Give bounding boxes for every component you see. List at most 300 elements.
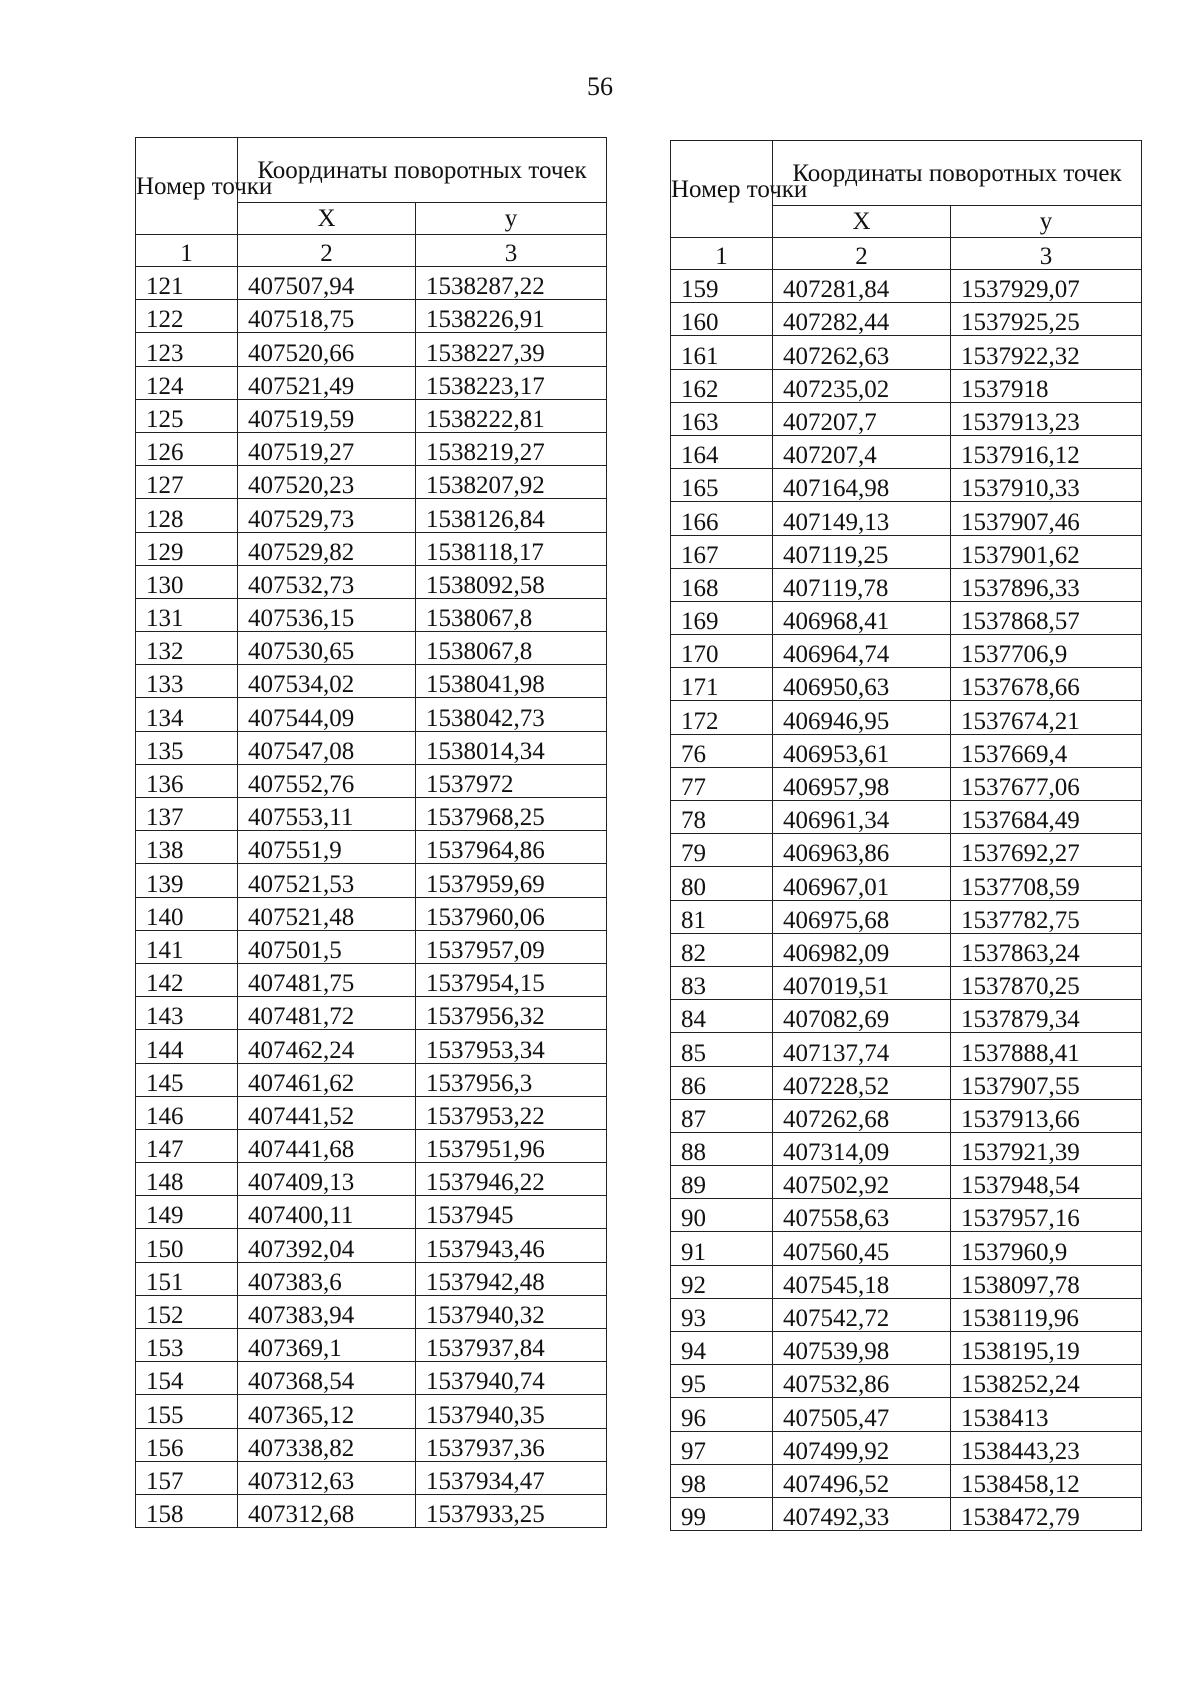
x-coordinate-cell: 407551,9 [238,831,416,864]
table-row [136,930,607,963]
y-coordinate-cell: 1537922,32 [951,336,1142,369]
y-coordinate-cell: 1538067,8 [416,598,607,631]
table-row [136,1295,607,1328]
table-row [671,303,1142,336]
point-number-cell: 80 [671,867,773,900]
point-number-cell: 172 [671,701,773,734]
point-number-cell: 121 [136,267,238,300]
point-number-cell: 98 [671,1464,773,1497]
y-coordinate-cell: 1537929,07 [951,270,1142,303]
x-coordinate-cell: 407492,33 [773,1497,951,1530]
point-number-cell: 81 [671,900,773,933]
table-row [671,336,1142,369]
x-coordinate-cell: 407262,68 [773,1099,951,1132]
point-number-cell: 160 [671,303,773,336]
point-number-cell: 124 [136,366,238,399]
y-coordinate-cell: 1537959,69 [416,864,607,897]
x-coordinate-cell: 407312,68 [238,1494,416,1527]
table-row [671,1166,1142,1199]
table-row [136,598,607,631]
table-row [136,897,607,930]
x-coordinate-cell: 407312,63 [238,1461,416,1494]
y-coordinate-cell: 1537916,12 [951,435,1142,468]
table-row [136,1395,607,1428]
y-coordinate-cell: 1537933,25 [416,1494,607,1527]
point-number-cell: 148 [136,1163,238,1196]
y-coordinate-cell: 1537957,09 [416,930,607,963]
y-coordinate-cell: 1538042,73 [416,698,607,731]
table-row [136,1262,607,1295]
x-coordinate-cell: 407501,5 [238,930,416,963]
x-coordinate-cell: 407392,04 [238,1229,416,1262]
x-coordinate-cell: 407262,63 [773,336,951,369]
y-coordinate-cell: 1537782,75 [951,900,1142,933]
header-y: y [416,203,607,235]
point-number-cell: 169 [671,601,773,634]
x-coordinate-cell: 407520,66 [238,333,416,366]
y-coordinate-cell: 1537677,06 [951,767,1142,800]
y-coordinate-cell: 1537684,49 [951,801,1142,834]
x-coordinate-cell: 407530,65 [238,632,416,665]
point-number-cell: 151 [136,1262,238,1295]
y-coordinate-cell: 1538287,22 [416,267,607,300]
point-number-cell: 131 [136,598,238,631]
point-number-cell: 76 [671,734,773,767]
y-coordinate-cell: 1538227,39 [416,333,607,366]
y-coordinate-cell: 1538222,81 [416,399,607,432]
x-coordinate-cell: 406946,95 [773,701,951,734]
table-row [671,1132,1142,1165]
table-row [671,601,1142,634]
point-number-cell: 134 [136,698,238,731]
x-coordinate-cell: 407235,02 [773,369,951,402]
point-number-cell: 136 [136,764,238,797]
y-coordinate-cell: 1537708,59 [951,867,1142,900]
point-number-cell: 142 [136,963,238,996]
x-coordinate-cell: 407019,51 [773,966,951,999]
y-coordinate-cell: 1538226,91 [416,300,607,333]
x-coordinate-cell: 407519,27 [238,432,416,465]
table-row [136,1030,607,1063]
point-number-cell: 164 [671,435,773,468]
x-coordinate-cell: 407502,92 [773,1166,951,1199]
header-point-number: Номер точки [136,138,238,235]
column-index-1: 1 [136,235,238,267]
point-number-cell: 96 [671,1398,773,1431]
x-coordinate-cell: 407368,54 [238,1362,416,1395]
point-number-cell: 150 [136,1229,238,1262]
y-coordinate-cell: 1537907,55 [951,1066,1142,1099]
table-row [671,635,1142,668]
column-index-3: 3 [951,238,1142,270]
y-coordinate-cell: 1538119,96 [951,1298,1142,1331]
point-number-cell: 93 [671,1298,773,1331]
x-coordinate-cell: 407119,25 [773,535,951,568]
table-row [671,867,1142,900]
point-number-cell: 89 [671,1166,773,1199]
point-number-cell: 152 [136,1295,238,1328]
table-row [671,933,1142,966]
table-row [671,1365,1142,1398]
x-coordinate-cell: 407552,76 [238,764,416,797]
table-row [136,1063,607,1096]
point-number-cell: 168 [671,568,773,601]
point-number-cell: 86 [671,1066,773,1099]
point-number-cell: 170 [671,635,773,668]
point-number-cell: 135 [136,731,238,764]
y-coordinate-cell: 1537953,22 [416,1096,607,1129]
y-coordinate-cell: 1537940,32 [416,1295,607,1328]
point-number-cell: 83 [671,966,773,999]
table-row [136,1461,607,1494]
header-coordinates: Координаты поворотных точек [773,141,1142,206]
table-row [136,997,607,1030]
y-coordinate-cell: 1537964,86 [416,831,607,864]
table-row [671,1265,1142,1298]
y-coordinate-cell: 1537913,23 [951,402,1142,435]
y-coordinate-cell: 1537954,15 [416,963,607,996]
table-row [136,532,607,565]
table-row [136,798,607,831]
table-row [136,1196,607,1229]
point-number-cell: 87 [671,1099,773,1132]
table-row [671,966,1142,999]
table-row [671,369,1142,402]
x-coordinate-cell: 407164,98 [773,469,951,502]
y-coordinate-cell: 1538126,84 [416,499,607,532]
y-coordinate-cell: 1537960,06 [416,897,607,930]
y-coordinate-cell: 1537957,16 [951,1199,1142,1232]
x-coordinate-cell: 406961,34 [773,801,951,834]
table-row [671,1398,1142,1431]
x-coordinate-cell: 406982,09 [773,933,951,966]
x-coordinate-cell: 406963,86 [773,834,951,867]
x-coordinate-cell: 407137,74 [773,1033,951,1066]
y-coordinate-cell: 1538014,34 [416,731,607,764]
x-coordinate-cell: 407338,82 [238,1428,416,1461]
y-coordinate-cell: 1538223,17 [416,366,607,399]
y-coordinate-cell: 1537968,25 [416,798,607,831]
table-row [136,764,607,797]
table-row [136,1362,607,1395]
x-coordinate-cell: 407532,73 [238,565,416,598]
y-coordinate-cell: 1538458,12 [951,1464,1142,1497]
x-coordinate-cell: 407560,45 [773,1232,951,1265]
table-row [671,435,1142,468]
x-coordinate-cell: 407481,72 [238,997,416,1030]
coordinates-table-right [670,140,1142,1531]
x-coordinate-cell: 407314,09 [773,1132,951,1165]
point-number-cell: 137 [136,798,238,831]
y-coordinate-cell: 1537870,25 [951,966,1142,999]
y-coordinate-cell: 1537960,9 [951,1232,1142,1265]
point-number-cell: 94 [671,1332,773,1365]
x-coordinate-cell: 407383,6 [238,1262,416,1295]
y-coordinate-cell: 1537951,96 [416,1129,607,1162]
coordinates-table-left [135,137,607,1528]
y-coordinate-cell: 1538067,8 [416,632,607,665]
column-index-3: 3 [416,235,607,267]
table-row [136,1229,607,1262]
table-row [136,1329,607,1362]
y-coordinate-cell: 1537934,47 [416,1461,607,1494]
page-number: 56 [587,72,613,101]
table-row [136,366,607,399]
point-number-cell: 139 [136,864,238,897]
table-row [136,300,607,333]
point-number-cell: 88 [671,1132,773,1165]
table-row [136,831,607,864]
header-y: y [951,206,1142,238]
x-coordinate-cell: 407207,7 [773,402,951,435]
x-coordinate-cell: 407536,15 [238,598,416,631]
y-coordinate-cell: 1538252,24 [951,1365,1142,1398]
point-number-cell: 161 [671,336,773,369]
x-coordinate-cell: 407282,44 [773,303,951,336]
point-number-cell: 158 [136,1494,238,1527]
y-coordinate-cell: 1537868,57 [951,601,1142,634]
point-number-cell: 78 [671,801,773,834]
table-row [136,399,607,432]
point-number-cell: 141 [136,930,238,963]
x-coordinate-cell: 407544,09 [238,698,416,731]
point-number-cell: 162 [671,369,773,402]
table-row [671,1332,1142,1365]
point-number-cell: 84 [671,1000,773,1033]
y-coordinate-cell: 1537678,66 [951,668,1142,701]
point-number-cell: 159 [671,270,773,303]
table-row [671,270,1142,303]
x-coordinate-cell: 407207,4 [773,435,951,468]
y-coordinate-cell: 1537674,21 [951,701,1142,734]
point-number-cell: 92 [671,1265,773,1298]
table-row [671,668,1142,701]
table-row [671,834,1142,867]
table-row [671,402,1142,435]
table-row [136,1163,607,1196]
table-row [136,1129,607,1162]
table-row [671,767,1142,800]
table-row [136,565,607,598]
x-coordinate-cell: 407082,69 [773,1000,951,1033]
x-coordinate-cell: 407462,24 [238,1030,416,1063]
x-coordinate-cell: 406957,98 [773,767,951,800]
y-coordinate-cell: 1538207,92 [416,466,607,499]
y-coordinate-cell: 1537910,33 [951,469,1142,502]
x-coordinate-cell: 406950,63 [773,668,951,701]
y-coordinate-cell: 1537913,66 [951,1099,1142,1132]
point-number-cell: 123 [136,333,238,366]
y-coordinate-cell: 1537879,34 [951,1000,1142,1033]
x-coordinate-cell: 407521,49 [238,366,416,399]
x-coordinate-cell: 407365,12 [238,1395,416,1428]
point-number-cell: 90 [671,1199,773,1232]
x-coordinate-cell: 407119,78 [773,568,951,601]
x-coordinate-cell: 407496,52 [773,1464,951,1497]
y-coordinate-cell: 1538443,23 [951,1431,1142,1464]
y-coordinate-cell: 1537943,46 [416,1229,607,1262]
point-number-cell: 129 [136,532,238,565]
point-number-cell: 97 [671,1431,773,1464]
y-coordinate-cell: 1537946,22 [416,1163,607,1196]
table-row [671,568,1142,601]
x-coordinate-cell: 407281,84 [773,270,951,303]
table-row [671,1497,1142,1530]
table-row [136,1096,607,1129]
header-coordinates: Координаты поворотных точек [238,138,607,203]
table-row [671,469,1142,502]
x-coordinate-cell: 407461,62 [238,1063,416,1096]
x-coordinate-cell: 407547,08 [238,731,416,764]
x-coordinate-cell: 407149,13 [773,502,951,535]
point-number-cell: 127 [136,466,238,499]
x-coordinate-cell: 407400,11 [238,1196,416,1229]
point-number-cell: 153 [136,1329,238,1362]
x-coordinate-cell: 407532,86 [773,1365,951,1398]
y-coordinate-cell: 1538041,98 [416,665,607,698]
y-coordinate-cell: 1538219,27 [416,432,607,465]
x-coordinate-cell: 407518,75 [238,300,416,333]
y-coordinate-cell: 1538118,17 [416,532,607,565]
y-coordinate-cell: 1538195,19 [951,1332,1142,1365]
table-row [136,432,607,465]
table-row [671,801,1142,834]
x-coordinate-cell: 407520,23 [238,466,416,499]
y-coordinate-cell: 1538413 [951,1398,1142,1431]
point-number-cell: 133 [136,665,238,698]
table-row [136,963,607,996]
point-number-cell: 145 [136,1063,238,1096]
y-coordinate-cell: 1537907,46 [951,502,1142,535]
x-coordinate-cell: 407542,72 [773,1298,951,1331]
y-coordinate-cell: 1537953,34 [416,1030,607,1063]
x-coordinate-cell: 407521,48 [238,897,416,930]
header-x: X [773,206,951,238]
table-row [671,1431,1142,1464]
point-number-cell: 95 [671,1365,773,1398]
x-coordinate-cell: 407545,18 [773,1265,951,1298]
x-coordinate-cell: 407539,98 [773,1332,951,1365]
x-coordinate-cell: 407553,11 [238,798,416,831]
point-number-cell: 171 [671,668,773,701]
point-number-cell: 82 [671,933,773,966]
point-number-cell: 147 [136,1129,238,1162]
table-row [671,1464,1142,1497]
x-coordinate-cell: 407441,68 [238,1129,416,1162]
point-number-cell: 122 [136,300,238,333]
table-row [136,731,607,764]
table-row [671,1033,1142,1066]
y-coordinate-cell: 1537925,25 [951,303,1142,336]
x-coordinate-cell: 407369,1 [238,1329,416,1362]
point-number-cell: 163 [671,402,773,435]
table-row [671,1066,1142,1099]
y-coordinate-cell: 1537945 [416,1196,607,1229]
y-coordinate-cell: 1537956,3 [416,1063,607,1096]
table-row [671,900,1142,933]
x-coordinate-cell: 406968,41 [773,601,951,634]
table-row [136,864,607,897]
y-coordinate-cell: 1537706,9 [951,635,1142,668]
table-row [136,698,607,731]
header-x: X [238,203,416,235]
x-coordinate-cell: 406953,61 [773,734,951,767]
point-number-cell: 154 [136,1362,238,1395]
table-row [671,535,1142,568]
x-coordinate-cell: 407409,13 [238,1163,416,1196]
table-row [671,1099,1142,1132]
y-coordinate-cell: 1537937,84 [416,1329,607,1362]
x-coordinate-cell: 407529,82 [238,532,416,565]
point-number-cell: 166 [671,502,773,535]
point-number-cell: 146 [136,1096,238,1129]
y-coordinate-cell: 1537956,32 [416,997,607,1030]
table-row [671,1000,1142,1033]
x-coordinate-cell: 407383,94 [238,1295,416,1328]
column-index-2: 2 [773,238,951,270]
y-coordinate-cell: 1537972 [416,764,607,797]
point-number-cell: 157 [136,1461,238,1494]
point-number-cell: 140 [136,897,238,930]
y-coordinate-cell: 1537901,62 [951,535,1142,568]
x-coordinate-cell: 407558,63 [773,1199,951,1232]
y-coordinate-cell: 1537918 [951,369,1142,402]
table-row [671,734,1142,767]
table-row [136,1428,607,1461]
y-coordinate-cell: 1537863,24 [951,933,1142,966]
y-coordinate-cell: 1537940,35 [416,1395,607,1428]
point-number-cell: 79 [671,834,773,867]
y-coordinate-cell: 1537937,36 [416,1428,607,1461]
point-number-cell: 144 [136,1030,238,1063]
x-coordinate-cell: 407507,94 [238,267,416,300]
table-row [671,1199,1142,1232]
x-coordinate-cell: 407441,52 [238,1096,416,1129]
x-coordinate-cell: 407519,59 [238,399,416,432]
point-number-cell: 99 [671,1497,773,1530]
column-index-2: 2 [238,235,416,267]
table-row [136,632,607,665]
header-point-number: Номер точки [671,141,773,238]
point-number-cell: 85 [671,1033,773,1066]
x-coordinate-cell: 407499,92 [773,1431,951,1464]
table-row [136,267,607,300]
table-row [671,1298,1142,1331]
table-row [671,1232,1142,1265]
y-coordinate-cell: 1537921,39 [951,1132,1142,1165]
x-coordinate-cell: 407505,47 [773,1398,951,1431]
y-coordinate-cell: 1537692,27 [951,834,1142,867]
point-number-cell: 167 [671,535,773,568]
table-row [671,502,1142,535]
y-coordinate-cell: 1537669,4 [951,734,1142,767]
table-row [136,665,607,698]
point-number-cell: 128 [136,499,238,532]
point-number-cell: 155 [136,1395,238,1428]
table-row [136,466,607,499]
x-coordinate-cell: 407481,75 [238,963,416,996]
table-row [136,333,607,366]
x-coordinate-cell: 407534,02 [238,665,416,698]
y-coordinate-cell: 1537888,41 [951,1033,1142,1066]
point-number-cell: 138 [136,831,238,864]
x-coordinate-cell: 406964,74 [773,635,951,668]
table-row [136,499,607,532]
point-number-cell: 125 [136,399,238,432]
y-coordinate-cell: 1537896,33 [951,568,1142,601]
y-coordinate-cell: 1538097,78 [951,1265,1142,1298]
point-number-cell: 91 [671,1232,773,1265]
